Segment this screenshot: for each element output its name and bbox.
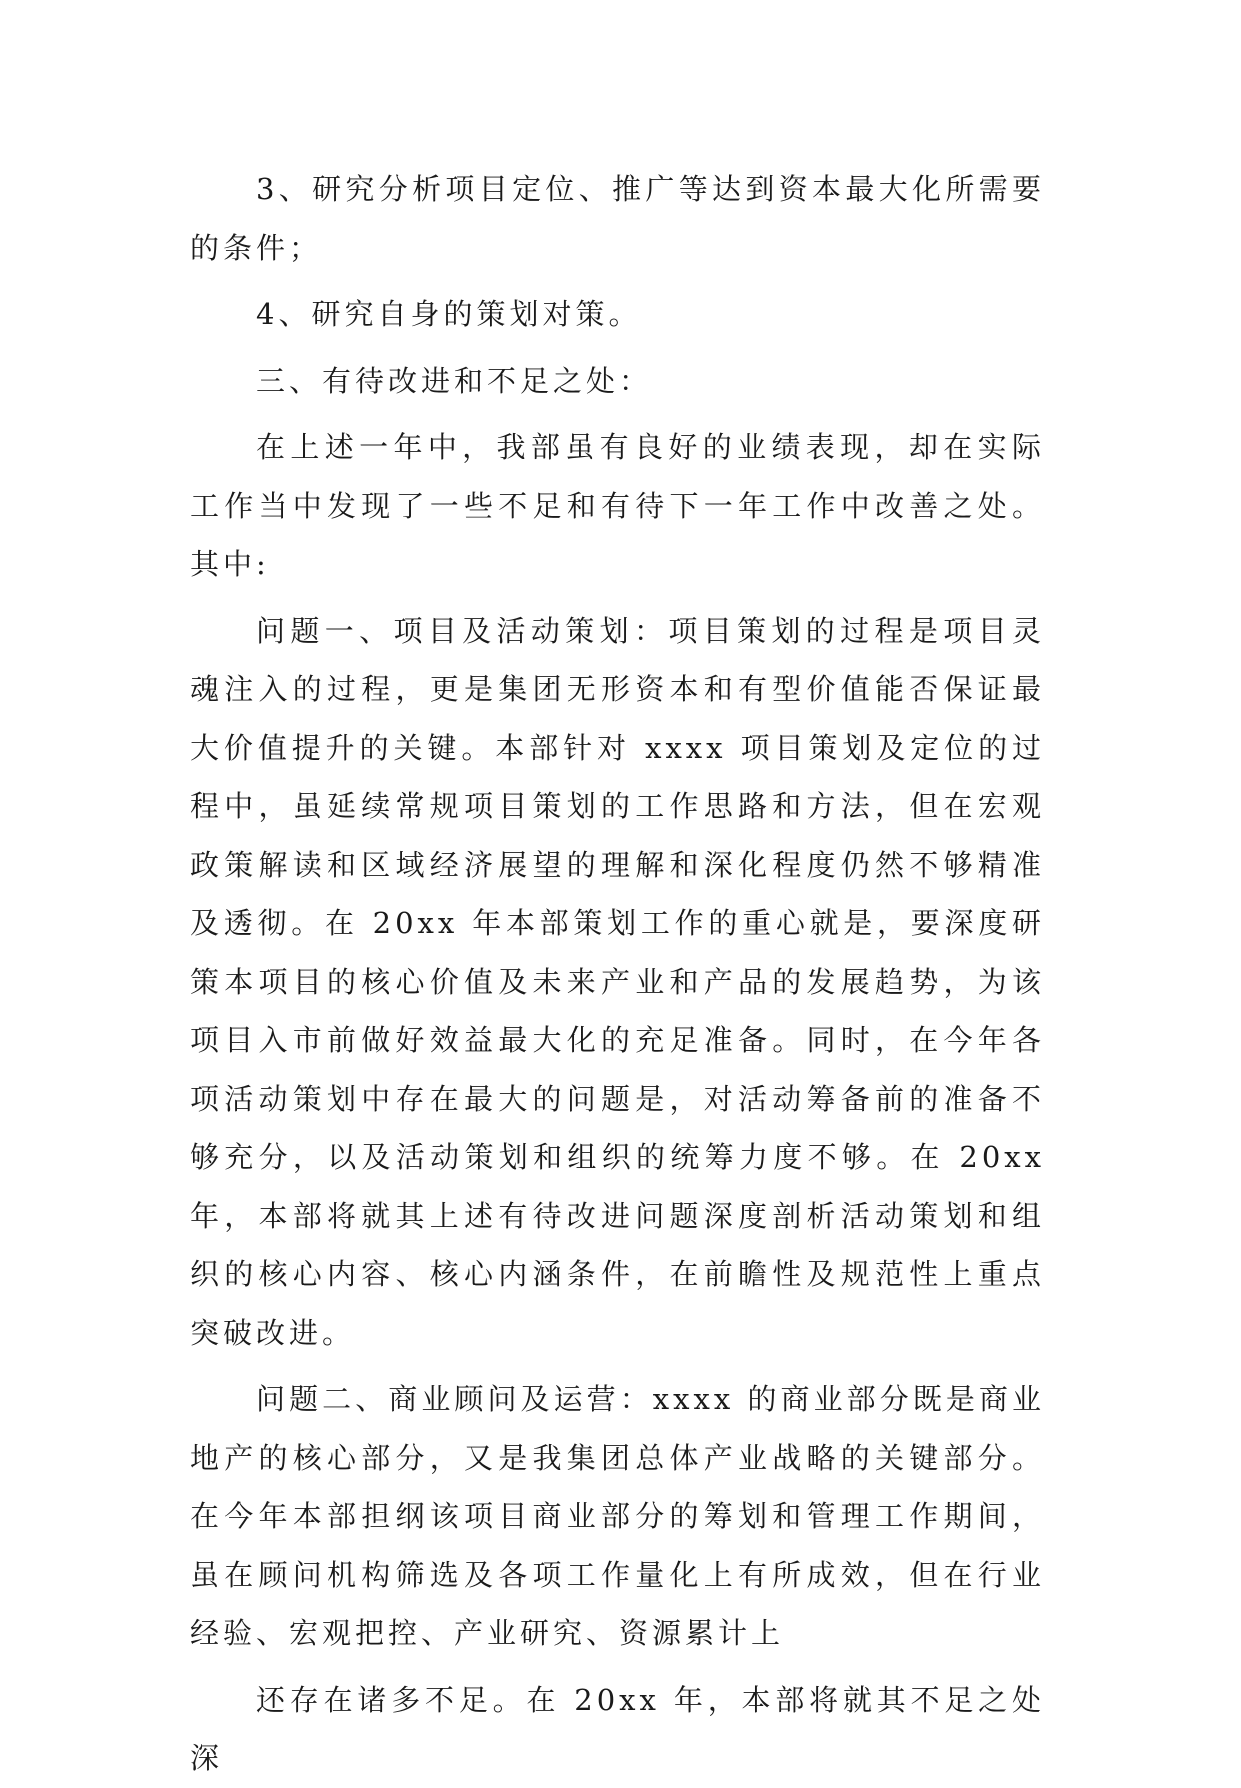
- paragraph-item-4: 4、研究自身的策划对策。: [256, 297, 642, 331]
- paragraph-problem-2: 问题二、商业顾问及运营：xxxx 的商业部分既是商业地产的核心部分，又是我集团总体产业战略的关键部分。在今年本部担纲该项目商业部分的筹划和管理工作期间，虽在顾问机构筛选及各项工作量化上有所成效，但在行业经验、宏观把控、产业研究、资源累计上: [190, 1382, 1045, 1650]
- paragraph-item-3: 3、研究分析项目定位、推广等达到资本最大化所需要的条件；: [190, 172, 1045, 265]
- document-body: [190, 160, 1045, 1788]
- paragraph-continuation: 还存在诸多不足。在 20xx 年，本部将就其不足之处深: [190, 1682, 1045, 1775]
- paragraph-problem-1: 问题一、项目及活动策划：项目策划的过程是项目灵魂注入的过程，更是集团无形资本和有型价值能否保证最大价值提升的关键。本部针对 xxxx 项目策划及定位的过程中，虽延续常规项目策划的工作思路和方法，但在宏观政策解读和区域经济展望的理解和深化程度仍然不够精准及透彻。在 20xx 年本部策划工作的重心就是，要深度研策本项目的核心价值及未来产业和产品的发展趋势，为该项目入市前做好效益最大化的充足准备。同时，在今年各项活动策划中存在最大的问题是，对活动筹备前的准备不够充分，以及活动策划和组织的统筹力度不够。在 20xx 年，本部将就其上述有待改进问题深度剖析活动策划和组织的核心内容、核心内涵条件，在前瞻性及规范性上重点突破改进。: [190, 613, 1045, 1350]
- section-heading-3: 三、有待改进和不足之处：: [256, 363, 653, 398]
- paragraph-intro: 在上述一年中，我部虽有良好的业绩表现，却在实际工作当中发现了一些不足和有待下一年工作中改善之处。其中:: [190, 430, 1045, 581]
